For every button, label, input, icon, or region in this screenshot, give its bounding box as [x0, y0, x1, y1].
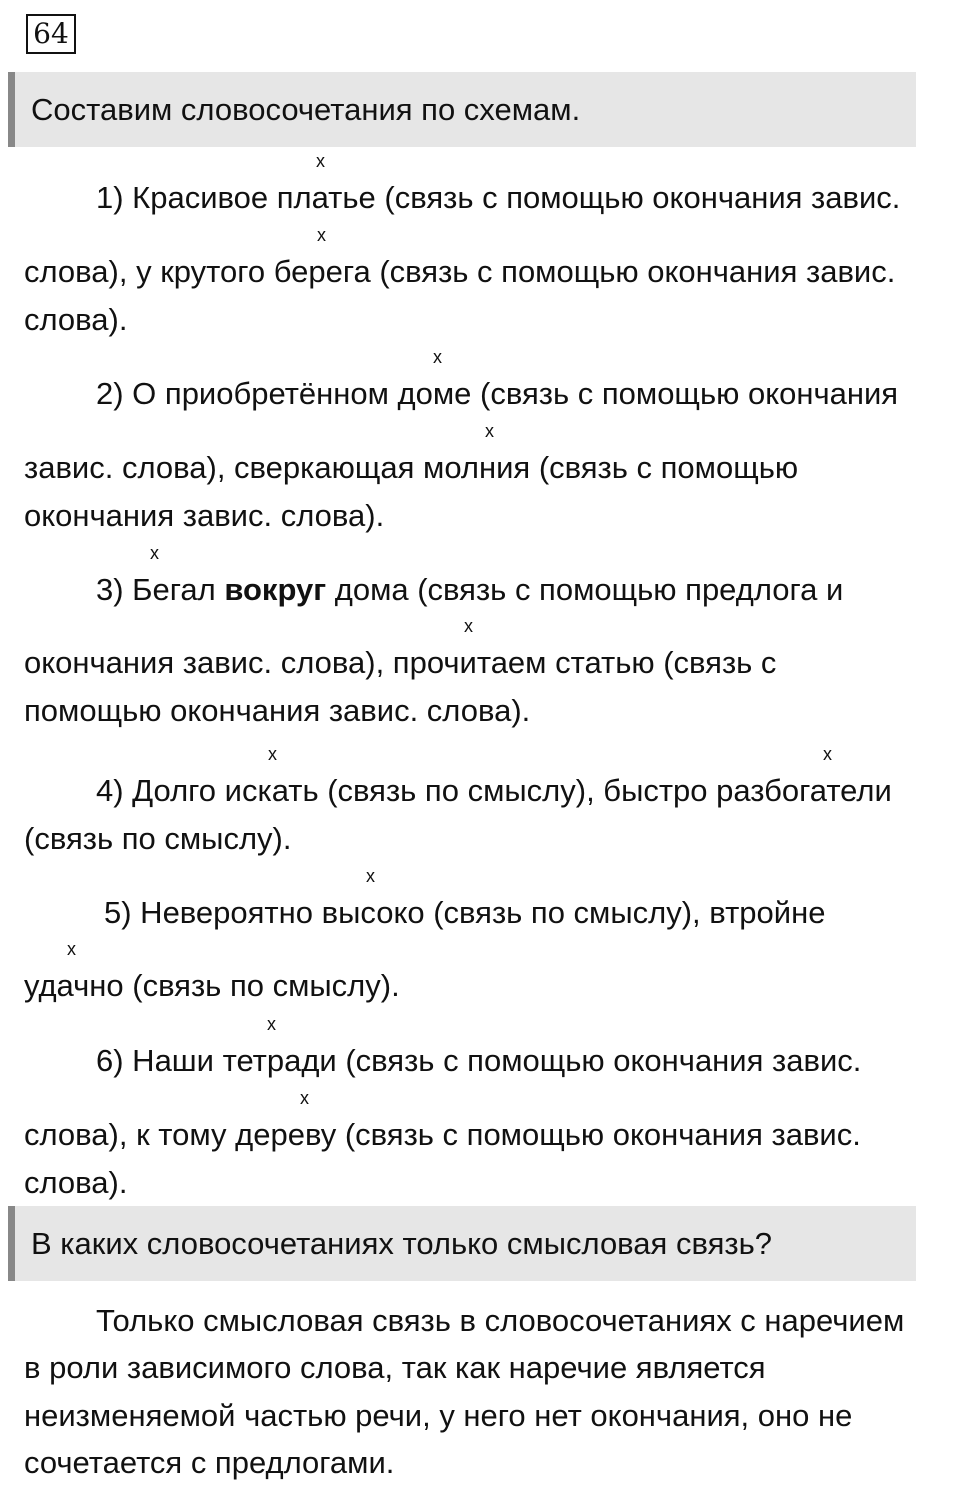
item-4-line-2: (связь по смыслу).: [24, 821, 292, 856]
item-3-text-a: 3) Бегал: [96, 572, 225, 607]
item-2-line-1: 2) О приобретённом доме (связь с помощью окончания: [96, 376, 899, 411]
x-mark: x: [150, 543, 159, 563]
x-mark: x: [67, 939, 76, 959]
item-3-bold-word: вокруг: [224, 572, 327, 607]
item-3-line-3: помощью окончания завис. слова).: [24, 693, 531, 728]
item-1-line-1: 1) Красивое платье (связь с помощью окончания завис.: [96, 180, 901, 215]
item-2-line-2: завис. слова), сверкающая молния (связь с помощью: [24, 450, 799, 485]
x-mark: x: [317, 225, 326, 245]
answer-line-2: в роли зависимого слова, так как наречие является: [24, 1350, 766, 1385]
answer-line-4: сочетается с предлогами.: [24, 1445, 395, 1480]
item-3-line-1: [96, 572, 843, 608]
item-1-line-3: слова).: [24, 302, 128, 337]
item-6-line-1: 6) Наши тетради (связь с помощью окончания завис.: [96, 1043, 862, 1078]
item-2-line-3: окончания завис. слова).: [24, 498, 385, 533]
item-4-line-1: 4) Долго искать (связь по смыслу), быстро разбогатели: [96, 773, 892, 808]
x-mark: x: [485, 421, 494, 441]
item-6-line-2: слова), к тому дереву (связь с помощью окончания завис.: [24, 1117, 861, 1152]
answer-line-3: неизменяемой частью речи, у него нет окончания, оно не: [24, 1398, 853, 1433]
x-mark: x: [316, 151, 325, 171]
x-mark: x: [300, 1088, 309, 1108]
item-3-line-2: окончания завис. слова), прочитаем статью (связь с: [24, 645, 777, 680]
item-5-line-1: 5) Невероятно высоко (связь по смыслу), втройне: [104, 895, 826, 930]
question-text: В каких словосочетаниях только смысловая связь?: [31, 1225, 772, 1261]
item-3-text-c: дома (связь с помощью предлога и: [326, 572, 844, 607]
task-header-text: Составим словосочетания по схемам.: [31, 91, 581, 127]
item-6-line-3: слова).: [24, 1165, 128, 1200]
x-mark: x: [464, 616, 473, 636]
x-mark: x: [433, 347, 442, 367]
answer-line-1: Только смысловая связь в словосочетаниях с наречием: [96, 1303, 905, 1338]
item-5-line-2: удачно (связь по смыслу).: [24, 968, 400, 1003]
exercise-number: 64: [26, 14, 76, 54]
question-header: [8, 1206, 916, 1281]
task-header: [8, 72, 916, 147]
x-mark: x: [366, 866, 375, 886]
x-mark: x: [268, 744, 277, 764]
item-1-line-2: слова), у крутого берега (связь с помощью окончания завис.: [24, 254, 896, 289]
x-mark: x: [267, 1014, 276, 1034]
x-mark: x: [823, 744, 832, 764]
